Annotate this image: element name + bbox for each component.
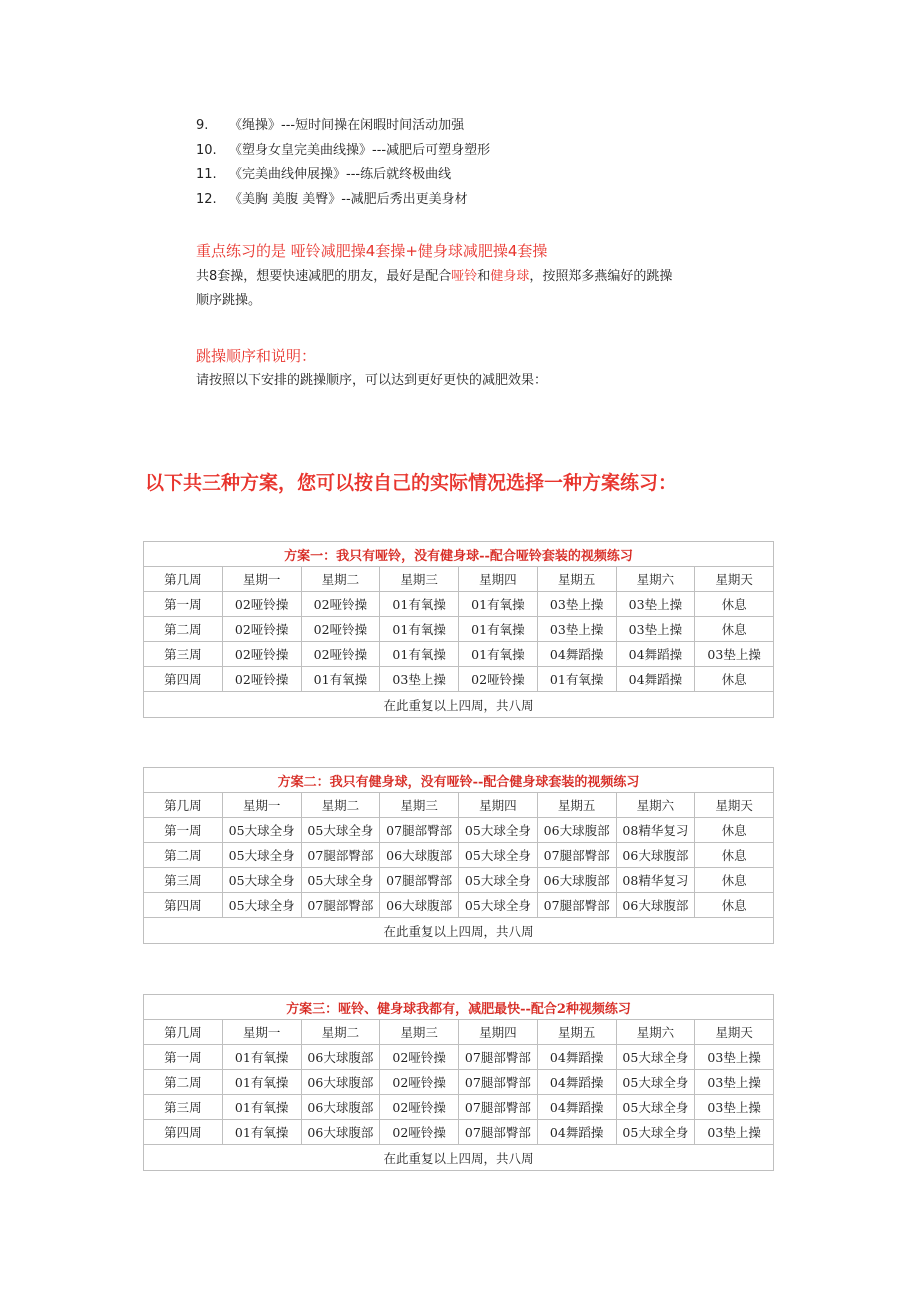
- table-row: [144, 893, 774, 918]
- fitness-ball-highlight: 健身球: [490, 269, 530, 284]
- table-cell: 03垫上操: [695, 1045, 774, 1070]
- list-text: 《美胸 美腹 美臀》--减肥后秀出更美身材: [229, 191, 468, 207]
- table-cell: 第一周: [144, 818, 223, 843]
- plan-table-1: [143, 541, 774, 718]
- table-cell: 01有氧操: [380, 642, 459, 667]
- table-cell: 07腿部臀部: [380, 818, 459, 843]
- table-cell: 休息: [695, 893, 774, 918]
- table-cell: 08精华复习: [616, 818, 695, 843]
- table-cell: 05大球全身: [301, 818, 380, 843]
- plan-title: 方案一：我只有哑铃，没有健身球--配合哑铃套装的视频练习: [144, 542, 774, 567]
- table-cell: 01有氧操: [301, 667, 380, 692]
- table-cell: 第三周: [144, 868, 223, 893]
- plan-title: 方案二：我只有健身球，没有哑铃--配合健身球套装的视频练习: [144, 768, 774, 793]
- table-cell: 02哑铃操: [380, 1045, 459, 1070]
- table-cell: 05大球全身: [301, 868, 380, 893]
- table-cell: 04舞蹈操: [537, 1070, 616, 1095]
- table-row: [144, 1045, 774, 1070]
- list-text: 《绳操》---短时间操在闲暇时间活动加强: [229, 118, 465, 133]
- table-cell: 05大球全身: [222, 868, 301, 893]
- list-item: [196, 139, 490, 164]
- focus-heading: 重点练习的是 哑铃减肥操4套操+健身球减肥操4套操: [196, 242, 548, 260]
- focus-text-a: 共8套操，想要快速减肥的朋友，最好是配合: [196, 269, 452, 284]
- header-cell: 星期天: [695, 793, 774, 818]
- footer-note: 在此重复以上四周，共八周: [144, 1145, 774, 1171]
- focus-text-b: ，按照郑多燕编好的跳操: [529, 269, 673, 284]
- table-row: [144, 868, 774, 893]
- table-cell: 02哑铃操: [380, 1070, 459, 1095]
- main-title: 以下共三种方案，您可以按自己的实际情况选择一种方案练习：: [145, 472, 678, 494]
- header-cell: 星期三: [380, 1020, 459, 1045]
- header-cell: 星期三: [380, 793, 459, 818]
- list-item: [196, 114, 490, 139]
- table-row: [144, 818, 774, 843]
- footer-row: [144, 692, 774, 718]
- order-text: 请按照以下安排的跳操顺序，可以达到更好更快的减肥效果：: [196, 373, 548, 388]
- table-cell: 06大球腹部: [301, 1120, 380, 1145]
- table-cell: 07腿部臀部: [459, 1095, 538, 1120]
- table-cell: 第三周: [144, 1095, 223, 1120]
- table-row: [144, 642, 774, 667]
- table-cell: 05大球全身: [459, 893, 538, 918]
- header-cell: 星期四: [459, 1020, 538, 1045]
- list-item: [196, 163, 490, 188]
- order-heading: 跳操顺序和说明：: [196, 347, 317, 365]
- table-cell: 休息: [695, 818, 774, 843]
- table-cell: 02哑铃操: [222, 642, 301, 667]
- table-cell: 第一周: [144, 1045, 223, 1070]
- table-cell: 04舞蹈操: [616, 667, 695, 692]
- table-cell: 02哑铃操: [301, 617, 380, 642]
- table-cell: 02哑铃操: [380, 1095, 459, 1120]
- table-cell: 07腿部臀部: [537, 893, 616, 918]
- header-cell: 第几周: [144, 793, 223, 818]
- header-cell: 星期天: [695, 567, 774, 592]
- table-cell: 01有氧操: [222, 1095, 301, 1120]
- table-cell: 04舞蹈操: [537, 1045, 616, 1070]
- focus-text-line2: 顺序跳操。: [196, 293, 262, 308]
- table-cell: 06大球腹部: [301, 1045, 380, 1070]
- table-cell: 休息: [695, 617, 774, 642]
- header-cell: 星期五: [537, 1020, 616, 1045]
- header-cell: 星期五: [537, 567, 616, 592]
- table-cell: 07腿部臀部: [301, 843, 380, 868]
- table-cell: 05大球全身: [222, 893, 301, 918]
- table-cell: 01有氧操: [222, 1070, 301, 1095]
- header-cell: 星期六: [616, 1020, 695, 1045]
- plan-title: 方案三：哑铃、健身球我都有，减肥最快--配合2种视频练习: [144, 995, 774, 1020]
- table-cell: 07腿部臀部: [380, 868, 459, 893]
- header-cell: 星期四: [459, 567, 538, 592]
- table-cell: 04舞蹈操: [537, 642, 616, 667]
- table-cell: 05大球全身: [616, 1120, 695, 1145]
- table-cell: 03垫上操: [537, 592, 616, 617]
- table-cell: 05大球全身: [459, 843, 538, 868]
- header-cell: 星期一: [222, 567, 301, 592]
- list-text: 《完美曲线伸展操》---练后就终极曲线: [229, 167, 452, 182]
- footer-note: 在此重复以上四周，共八周: [144, 918, 774, 944]
- table-row: [144, 667, 774, 692]
- header-row: [144, 1020, 774, 1045]
- list-number: 9.: [196, 118, 209, 133]
- header-cell: 星期一: [222, 1020, 301, 1045]
- table-cell: 07腿部臀部: [459, 1120, 538, 1145]
- table-cell: 02哑铃操: [301, 642, 380, 667]
- table-row: [144, 617, 774, 642]
- table-cell: 05大球全身: [459, 868, 538, 893]
- header-cell: 星期三: [380, 567, 459, 592]
- header-cell: 星期天: [695, 1020, 774, 1045]
- plan-table-3: [143, 994, 774, 1171]
- focus-paragraph: [196, 265, 672, 313]
- table-row: [144, 1070, 774, 1095]
- list-item: [196, 188, 490, 213]
- table-cell: 第四周: [144, 1120, 223, 1145]
- table-cell: 第二周: [144, 843, 223, 868]
- table-row: [144, 843, 774, 868]
- table-cell: 06大球腹部: [380, 843, 459, 868]
- table-cell: 休息: [695, 592, 774, 617]
- focus-text-mid: 和: [477, 269, 491, 284]
- table-cell: 01有氧操: [459, 592, 538, 617]
- table-cell: 休息: [695, 843, 774, 868]
- table-cell: 06大球腹部: [301, 1070, 380, 1095]
- footer-row: [144, 1145, 774, 1171]
- table-cell: 06大球腹部: [380, 893, 459, 918]
- table-cell: 休息: [695, 667, 774, 692]
- table-cell: 03垫上操: [380, 667, 459, 692]
- header-cell: 第几周: [144, 567, 223, 592]
- table-cell: 01有氧操: [380, 617, 459, 642]
- table-cell: 04舞蹈操: [616, 642, 695, 667]
- header-cell: 星期六: [616, 793, 695, 818]
- table-cell: 03垫上操: [537, 617, 616, 642]
- table-cell: 第二周: [144, 1070, 223, 1095]
- table-cell: 05大球全身: [616, 1045, 695, 1070]
- table-cell: 第三周: [144, 642, 223, 667]
- table-cell: 06大球腹部: [537, 868, 616, 893]
- table-cell: 03垫上操: [616, 617, 695, 642]
- table-cell: 03垫上操: [695, 1095, 774, 1120]
- table-cell: 07腿部臀部: [459, 1045, 538, 1070]
- table-cell: 06大球腹部: [301, 1095, 380, 1120]
- table-cell: 01有氧操: [380, 592, 459, 617]
- header-cell: 星期一: [222, 793, 301, 818]
- header-cell: 星期二: [301, 1020, 380, 1045]
- table-cell: 第一周: [144, 592, 223, 617]
- table-cell: 01有氧操: [459, 642, 538, 667]
- table-cell: 02哑铃操: [380, 1120, 459, 1145]
- header-row: [144, 567, 774, 592]
- table-cell: 01有氧操: [459, 617, 538, 642]
- table-cell: 04舞蹈操: [537, 1095, 616, 1120]
- table-cell: 05大球全身: [459, 818, 538, 843]
- table-cell: 06大球腹部: [537, 818, 616, 843]
- table-cell: 06大球腹部: [616, 893, 695, 918]
- table-cell: 01有氧操: [537, 667, 616, 692]
- table-cell: 05大球全身: [222, 843, 301, 868]
- plan-table-2: [143, 767, 774, 944]
- header-cell: 星期六: [616, 567, 695, 592]
- table-cell: 02哑铃操: [222, 617, 301, 642]
- table-cell: 01有氧操: [222, 1120, 301, 1145]
- table-cell: 07腿部臀部: [459, 1070, 538, 1095]
- list-number: 12.: [196, 191, 217, 207]
- table-row: [144, 592, 774, 617]
- table-row: [144, 1095, 774, 1120]
- table-row: [144, 1120, 774, 1145]
- table-cell: 05大球全身: [616, 1070, 695, 1095]
- header-row: [144, 793, 774, 818]
- table-cell: 03垫上操: [695, 1070, 774, 1095]
- table-cell: 第二周: [144, 617, 223, 642]
- table-cell: 02哑铃操: [222, 667, 301, 692]
- table-cell: 03垫上操: [695, 642, 774, 667]
- list-number: 11.: [196, 167, 217, 182]
- table-cell: 01有氧操: [222, 1045, 301, 1070]
- footer-note: 在此重复以上四周，共八周: [144, 692, 774, 718]
- table-cell: 04舞蹈操: [537, 1120, 616, 1145]
- list-number: 10.: [196, 142, 217, 158]
- footer-row: [144, 918, 774, 944]
- header-cell: 星期五: [537, 793, 616, 818]
- table-cell: 02哑铃操: [459, 667, 538, 692]
- list-text: 《塑身女皇完美曲线操》---减肥后可塑身塑形: [229, 142, 491, 158]
- table-cell: 休息: [695, 868, 774, 893]
- header-cell: 星期二: [301, 793, 380, 818]
- table-cell: 07腿部臀部: [537, 843, 616, 868]
- table-cell: 08精华复习: [616, 868, 695, 893]
- table-cell: 06大球腹部: [616, 843, 695, 868]
- table-cell: 第四周: [144, 667, 223, 692]
- numbered-list: [196, 114, 490, 212]
- table-cell: 02哑铃操: [222, 592, 301, 617]
- header-cell: 星期二: [301, 567, 380, 592]
- table-cell: 05大球全身: [222, 818, 301, 843]
- table-cell: 第四周: [144, 893, 223, 918]
- table-cell: 03垫上操: [695, 1120, 774, 1145]
- dumbbell-highlight: 哑铃: [451, 269, 478, 284]
- table-cell: 02哑铃操: [301, 592, 380, 617]
- header-cell: 第几周: [144, 1020, 223, 1045]
- header-cell: 星期四: [459, 793, 538, 818]
- table-cell: 07腿部臀部: [301, 893, 380, 918]
- table-cell: 03垫上操: [616, 592, 695, 617]
- table-cell: 05大球全身: [616, 1095, 695, 1120]
